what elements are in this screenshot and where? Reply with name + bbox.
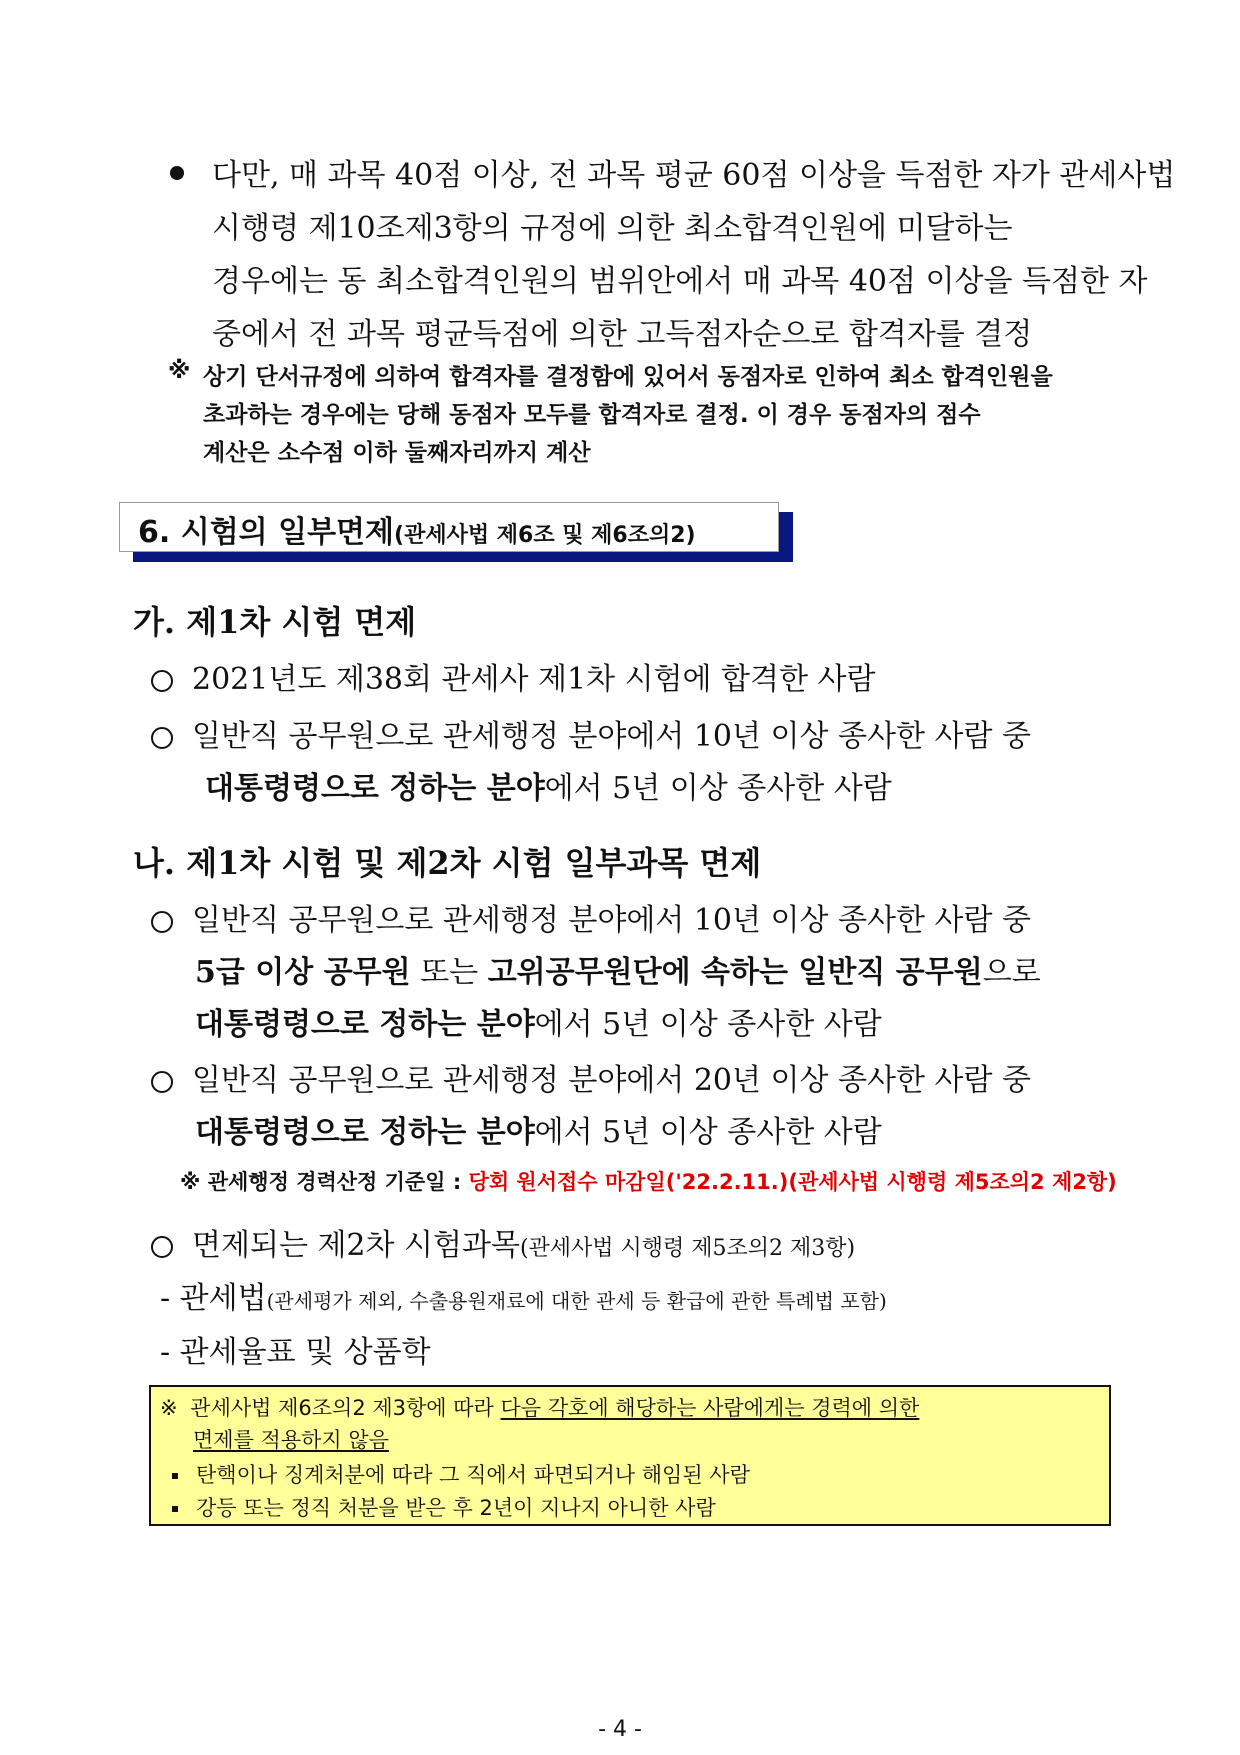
note-label: 관세행정 경력산정 기준일 : xyxy=(207,1170,469,1194)
circle-bullet-icon xyxy=(151,670,173,692)
underlined-phrase: 다음 각호에 해당하는 사람에게는 경력에 의한 xyxy=(500,1396,920,1420)
small-phrase: (관세평가 제외, 수출용원재료에 대한 관세 등 환급에 관한 특례법 포함) xyxy=(266,1289,887,1313)
paragraph-line: 다만, 매 과목 40점 이상, 전 과목 평균 60점 이상을 득점한 자가 관세사법 xyxy=(212,158,1176,193)
notice-mark: ※ xyxy=(160,1396,178,1420)
circle-bullet-icon xyxy=(151,727,173,749)
square-bullet-icon xyxy=(172,1473,178,1479)
bullet-text: 탄핵이나 징계처분에 따라 그 직에서 파면되거나 해임된 사람 xyxy=(196,1463,750,1487)
small-phrase: (관세사법 시행령 제5조의2 제3항) xyxy=(519,1236,856,1261)
plain-phrase: 에서 5년 이상 종사한 사람 xyxy=(544,771,892,806)
bullet-text: 강등 또는 정직 처분을 받은 후 2년이 지나지 아니한 사람 xyxy=(196,1496,716,1520)
dash-item xyxy=(160,1273,887,1317)
list-item: 일반직 공무원으로 관세행정 분야에서 20년 이상 종사한 사람 중 xyxy=(192,1063,1031,1098)
bold-phrase: 대통령령으로 정하는 분야 xyxy=(195,1007,535,1042)
note-career-date xyxy=(180,1166,1117,1196)
bold-phrase: 5급 이상 공무원 xyxy=(195,955,411,990)
dash-item: - 관세율표 및 상품학 xyxy=(160,1335,431,1370)
notice-bullet xyxy=(172,1492,716,1522)
subsection-heading-a: 가. 제1차 시험 면제 xyxy=(133,603,417,641)
underlined-phrase: 면제를 적용하지 않음 xyxy=(193,1428,389,1452)
note-line: 상기 단서규정에 의하여 합격자를 결정함에 있어서 동점자로 인하여 최소 합격인원을 xyxy=(203,364,1053,390)
plain-phrase: 면제되는 제2차 시험과목 xyxy=(192,1228,520,1263)
notice-bullet xyxy=(172,1459,750,1489)
section-title-main: 6. 시험의 일부면제 xyxy=(138,515,395,550)
notice-line xyxy=(193,1424,389,1454)
bold-phrase: 고위공무원단에 속하는 일반직 공무원 xyxy=(487,955,983,990)
circle-bullet-icon xyxy=(151,1071,173,1093)
list-item-continuation xyxy=(195,1107,882,1151)
notice-line xyxy=(160,1392,919,1422)
circle-bullet-icon xyxy=(151,911,173,933)
plain-phrase: - 관세법 xyxy=(160,1281,267,1316)
list-item-continuation xyxy=(195,999,882,1043)
bold-phrase: 대통령령으로 정하는 분야 xyxy=(195,1115,535,1150)
plain-phrase: 또는 xyxy=(410,955,488,990)
list-item: 2021년도 제38회 관세사 제1차 시험에 합격한 사람 xyxy=(192,662,876,697)
note-mark: ※ xyxy=(168,358,191,384)
section-title xyxy=(138,507,696,551)
plain-phrase: 에서 5년 이상 종사한 사람 xyxy=(534,1007,882,1042)
note-line: 초과하는 경우에는 당해 동점자 모두를 합격자로 결정. 이 경우 동점자의 점수 xyxy=(203,402,981,428)
note-red-text: 당회 원서접수 마감일('22.2.11.)(관세사법 시행령 제5조의2 제2항) xyxy=(468,1170,1117,1194)
plain-phrase: 관세사법 제6조의2 제3항에 따라 xyxy=(190,1396,501,1420)
circle-bullet-icon xyxy=(151,1236,173,1258)
plain-phrase: 으로 xyxy=(982,955,1041,990)
list-item xyxy=(192,1220,855,1264)
note-mark: ※ xyxy=(180,1170,201,1194)
list-item: 일반직 공무원으로 관세행정 분야에서 10년 이상 종사한 사람 중 xyxy=(192,719,1031,754)
paragraph-line: 중에서 전 과목 평균득점에 의한 고득점자순으로 합격자를 결정 xyxy=(212,317,1033,352)
page-number: - 4 - xyxy=(598,1717,642,1742)
note-line: 계산은 소수점 이하 둘째자리까지 계산 xyxy=(203,440,591,466)
bullet-dot xyxy=(170,166,184,180)
list-item-continuation xyxy=(195,947,1041,991)
subsection-heading-b: 나. 제1차 시험 및 제2차 시험 일부과목 면제 xyxy=(133,844,762,882)
square-bullet-icon xyxy=(172,1506,178,1512)
bold-phrase: 대통령령으로 정하는 분야 xyxy=(205,771,545,806)
paragraph-line: 시행령 제10조제3항의 규정에 의한 최소합격인원에 미달하는 xyxy=(212,211,1013,246)
list-item: 일반직 공무원으로 관세행정 분야에서 10년 이상 종사한 사람 중 xyxy=(192,903,1031,938)
paragraph-line: 경우에는 동 최소합격인원의 범위안에서 매 과목 40점 이상을 득점한 자 xyxy=(212,264,1148,299)
list-item-continuation xyxy=(205,763,892,807)
section-title-sub: (관세사법 제6조 및 제6조의2) xyxy=(394,523,696,548)
plain-phrase: 에서 5년 이상 종사한 사람 xyxy=(534,1115,882,1150)
